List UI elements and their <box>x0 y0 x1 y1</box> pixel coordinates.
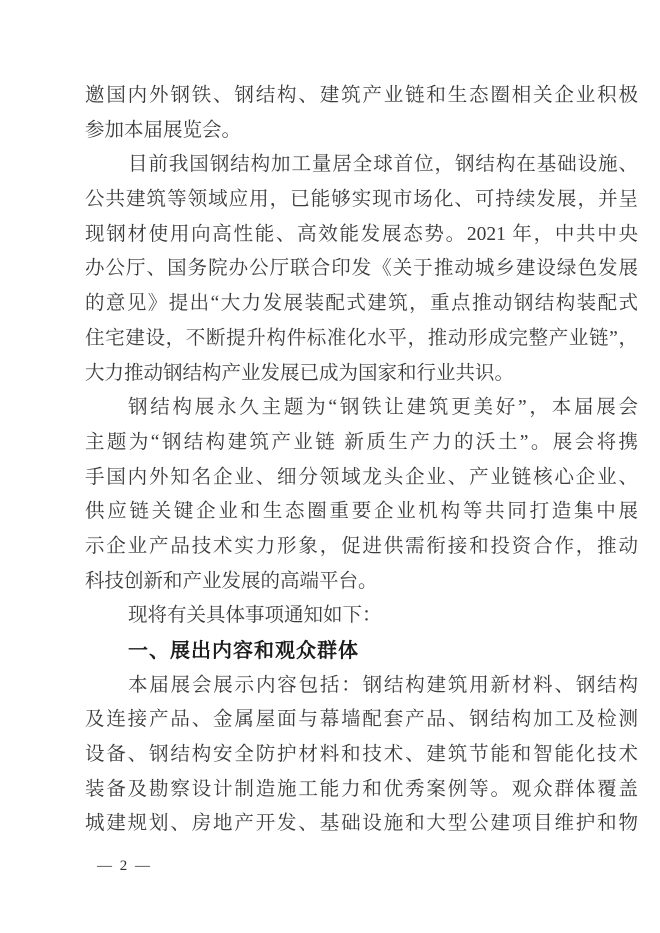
text-line: 示企业产品技术实力形象，促进供需衔接和投资合作，推动 <box>85 535 638 557</box>
text-line: 手国内外知名企业、细分领域龙头企业、产业链核心企业、 <box>85 466 638 488</box>
text-line: 邀国内外钢铁、钢结构、建筑产业链和生态圈相关企业积极 <box>85 85 638 106</box>
text-line: 设备、钢结构安全防护材料和技术、建筑节能和智能化技术 <box>85 744 638 766</box>
text-line: 钢结构展永久主题为“钢铁让建筑更美好”，本届展会 <box>128 397 638 419</box>
text-line: 主题为“钢结构建筑产业链 新质生产力的沃土”。展会将携 <box>85 431 638 453</box>
page-number: — 2 — <box>97 858 152 874</box>
text-line: 办公厅、国务院办公厅联合印发《关于推动城乡建设绿色发展 <box>85 258 638 280</box>
text-line: 大力推动钢结构产业发展已成为国家和行业共识。 <box>85 362 515 384</box>
text-line: 现将有关具体事项通知如下： <box>128 605 382 627</box>
text-line: 装备及勘察设计制造施工能力和优秀案例等。观众群体覆盖 <box>85 778 638 800</box>
text-line: 公共建筑等领域应用，已能够实现市场化、可持续发展，并呈 <box>85 189 638 211</box>
text-line: 目前我国钢结构加工量居全球首位，钢结构在基础设施、 <box>128 154 638 176</box>
text-line: 现钢材使用向高性能、高效能发展态势。2021 年，中共中央 <box>85 223 638 245</box>
text-line: 城建规划、房地产开发、基础设施和大型公建项目维护和物 <box>85 813 638 835</box>
section-heading: 一、展出内容和观众群体 <box>128 640 359 662</box>
text-line: 科技创新和产业发展的高端平台。 <box>85 570 378 592</box>
text-line: 参加本届展览会。 <box>85 119 242 141</box>
text-line: 及连接产品、金属屋面与幕墙配套产品、钢结构加工及检测 <box>85 709 638 731</box>
text-line: 的意见》提出“大力发展装配式建筑，重点推动钢结构装配式 <box>85 293 638 315</box>
text-line: 本届展会展示内容包括：钢结构建筑用新材料、钢结构 <box>128 674 638 696</box>
document-body <box>85 79 638 842</box>
text-line: 住宅建设，不断提升构件标准化水平，推动形成完整产业链”， <box>85 327 638 349</box>
text-line: 供应链关键企业和生态圈重要企业机构等共同打造集中展 <box>85 501 638 523</box>
